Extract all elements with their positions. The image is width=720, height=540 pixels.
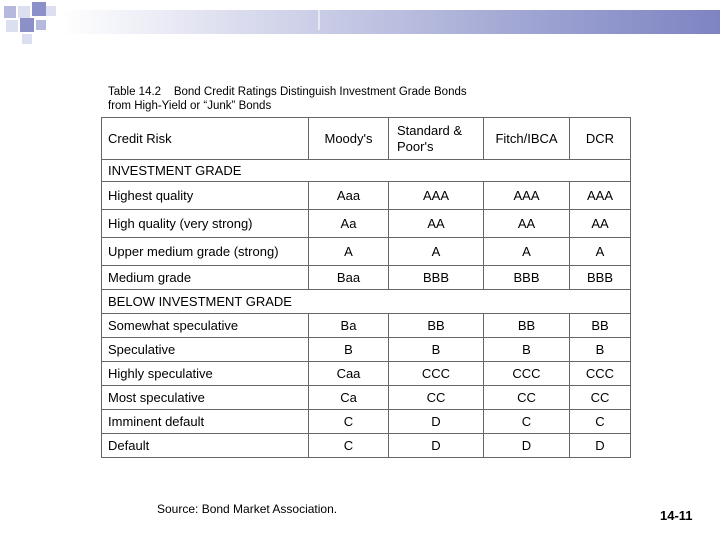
table-row <box>102 182 631 210</box>
cell-dcr: AAA <box>570 182 631 210</box>
cell-risk: Imminent default <box>102 410 309 434</box>
cell-dcr: CCC <box>570 362 631 386</box>
cell-dcr: A <box>570 238 631 266</box>
header-sp <box>389 118 484 160</box>
section-row-investment <box>102 160 631 182</box>
cell-moodys: C <box>309 410 389 434</box>
cell-sp: AA <box>389 210 484 238</box>
table-row <box>102 410 631 434</box>
cell-sp: CCC <box>389 362 484 386</box>
header-sp-line-2: Poor's <box>397 138 434 154</box>
cell-fitch: CCC <box>484 362 570 386</box>
header-gradient-bar <box>60 10 720 34</box>
cell-fitch: A <box>484 238 570 266</box>
cell-moodys: A <box>309 238 389 266</box>
table-row <box>102 338 631 362</box>
header-dcr: DCR <box>570 118 631 160</box>
cell-dcr: D <box>570 434 631 458</box>
cell-dcr: AA <box>570 210 631 238</box>
cell-moodys: Ca <box>309 386 389 410</box>
cell-sp: BBB <box>389 266 484 290</box>
section-row-below <box>102 290 631 314</box>
cell-moodys: B <box>309 338 389 362</box>
cell-risk: Highest quality <box>102 182 309 210</box>
cell-risk: Medium grade <box>102 266 309 290</box>
cell-fitch: BBB <box>484 266 570 290</box>
cell-sp: D <box>389 410 484 434</box>
table-row <box>102 238 631 266</box>
page-number: 14-11 <box>660 508 693 523</box>
table-row <box>102 362 631 386</box>
cell-fitch: AA <box>484 210 570 238</box>
cell-risk: High quality (very strong) <box>102 210 309 238</box>
deco-square <box>46 6 56 16</box>
cell-dcr: BBB <box>570 266 631 290</box>
cell-dcr: CC <box>570 386 631 410</box>
cell-sp: AAA <box>389 182 484 210</box>
cell-fitch: C <box>484 410 570 434</box>
cell-moodys: Aa <box>309 210 389 238</box>
cell-moodys: Aaa <box>309 182 389 210</box>
cell-sp: B <box>389 338 484 362</box>
cell-risk: Speculative <box>102 338 309 362</box>
cell-sp: CC <box>389 386 484 410</box>
ratings-table <box>101 117 631 458</box>
deco-square <box>18 6 30 18</box>
deco-square <box>6 20 18 32</box>
deco-square <box>36 20 46 30</box>
deco-square <box>32 2 46 16</box>
source-note: Source: Bond Market Association. <box>157 502 338 516</box>
section-investment-grade: INVESTMENT GRADE <box>102 160 631 182</box>
cell-fitch: BB <box>484 314 570 338</box>
cell-moodys: C <box>309 434 389 458</box>
cell-risk: Somewhat speculative <box>102 314 309 338</box>
cell-fitch: B <box>484 338 570 362</box>
cell-fitch: AAA <box>484 182 570 210</box>
table-row <box>102 314 631 338</box>
caption-line-1: Table 14.2 Bond Credit Ratings Distinguish Investment Grade Bonds <box>108 86 467 98</box>
table-row <box>102 386 631 410</box>
table-caption <box>108 85 467 113</box>
caption-line-2: from High-Yield or “Junk” Bonds <box>108 100 272 112</box>
header-sp-line-1: Standard & <box>397 122 463 138</box>
header-divider <box>318 10 320 30</box>
cell-fitch: D <box>484 434 570 458</box>
cell-moodys: Baa <box>309 266 389 290</box>
header-moodys: Moody's <box>309 118 389 160</box>
cell-fitch: CC <box>484 386 570 410</box>
header-credit-risk: Credit Risk <box>102 118 309 160</box>
cell-dcr: C <box>570 410 631 434</box>
cell-dcr: BB <box>570 314 631 338</box>
table-row <box>102 434 631 458</box>
section-below-investment-grade: BELOW INVESTMENT GRADE <box>102 290 631 314</box>
deco-square <box>4 6 16 18</box>
table-row <box>102 210 631 238</box>
cell-risk: Highly speculative <box>102 362 309 386</box>
cell-risk: Most speculative <box>102 386 309 410</box>
deco-square <box>22 34 32 44</box>
cell-sp: A <box>389 238 484 266</box>
cell-moodys: Ba <box>309 314 389 338</box>
header-row <box>102 118 631 160</box>
cell-sp: D <box>389 434 484 458</box>
cell-risk: Default <box>102 434 309 458</box>
header-fitch: Fitch/IBCA <box>484 118 570 160</box>
cell-sp: BB <box>389 314 484 338</box>
cell-moodys: Caa <box>309 362 389 386</box>
cell-dcr: B <box>570 338 631 362</box>
deco-square <box>20 18 34 32</box>
cell-risk: Upper medium grade (strong) <box>102 238 309 266</box>
table-row <box>102 266 631 290</box>
